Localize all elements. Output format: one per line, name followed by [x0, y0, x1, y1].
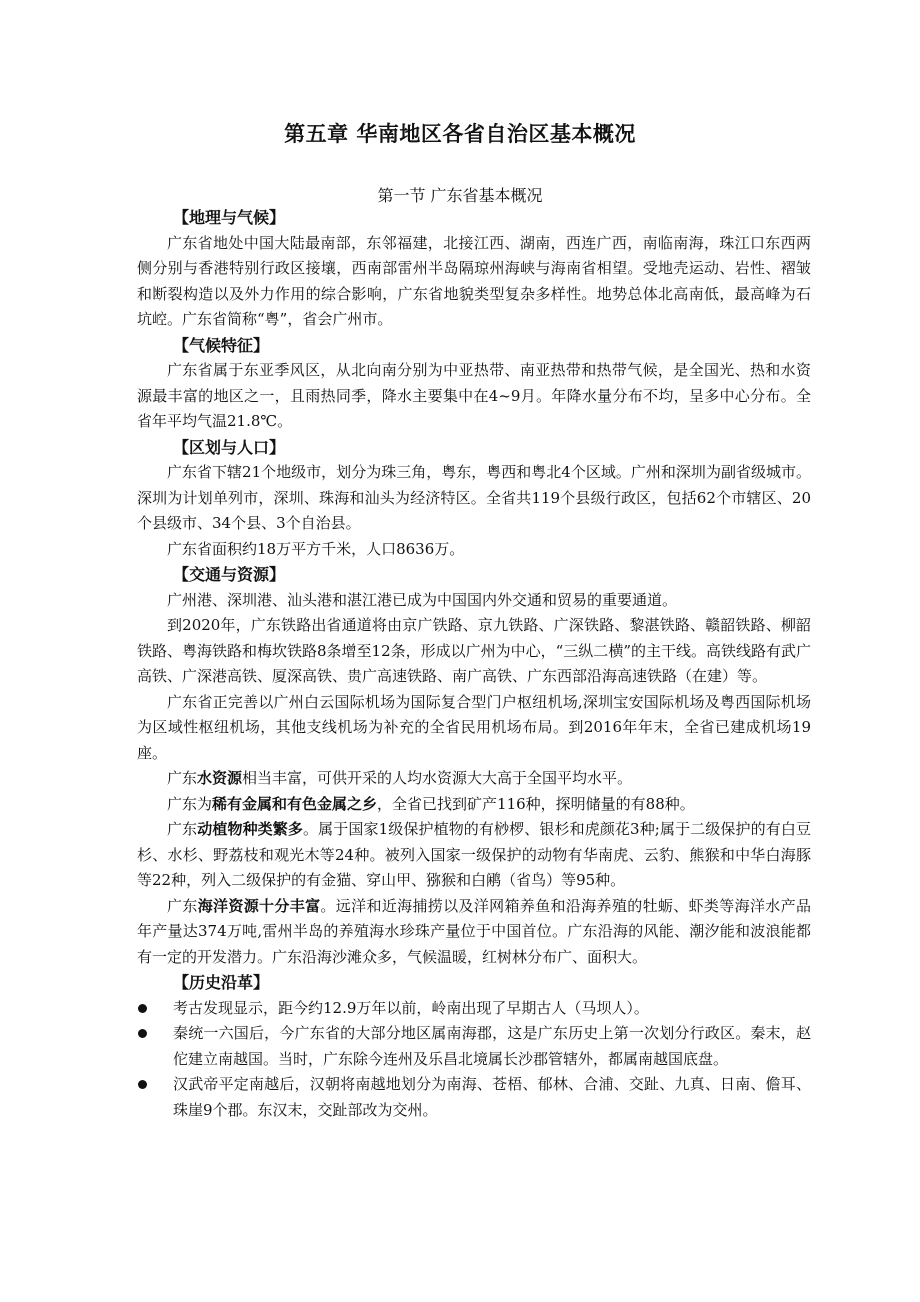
- paragraph-railways: 到2020年，广东铁路出省通道将由京广铁路、京九铁路、广深铁路、黎湛铁路、赣韶铁路、柳韶铁路、粤海铁路和梅坎铁路8条增至12条，形成以广州为中心，“三纵二横”的主干线。高铁线路有武广高铁、广深港高铁、厦深高铁、贵广高速铁路、南广高铁、广东西部沿海高速铁路（在建）等。: [137, 616, 811, 685]
- paragraph-water-resources: 广东水资源相当丰富，可供开采的人均水资源大大高于全国平均水平。: [167, 769, 633, 787]
- chapter-title: 第五章 华南地区各省自治区基本概况: [284, 121, 636, 146]
- emphasis-flora-fauna: 动植物种类繁多: [197, 820, 304, 838]
- list-item: 考古发现显示，距今约12.9万年以前，岭南出现了早期古人（马坝人）。: [137, 996, 811, 1022]
- heading-division-population: 【区划与人口】: [173, 437, 286, 457]
- paragraph-marine-resources: 广东海洋资源十分丰富。远洋和近海捕捞以及洋网箱养鱼和沿海养殖的牡蛎、虾类等海洋水产品年产量达374万吨,雷州半岛的养殖海水珍珠产量位于中国首位。广东沿海的风能、潮汐能和波浪能都有一定的开发潜力。广东沿海沙滩众多，气候温暖，红树林分布广、面积大。: [137, 896, 811, 966]
- heading-history: 【历史沿革】: [173, 973, 270, 992]
- history-list: [137, 996, 811, 1124]
- section-title: 第一节 广东省基本概况: [377, 186, 543, 205]
- paragraph-geography: 广东省地处中国大陆最南部，东邻福建，北接江西、湖南，西连广西，南临南海，珠江口东西两侧分别与香港特别行政区接壤，西南部雷州半岛隔琼州海峡与海南省相望。受地壳运动、岩性、褶皱和断裂构造以及外力作用的综合影响，广东省地貌类型复杂多样性。地势总体北高南低，最高峰为石坑崆。广东省简称“粤”，省会广州市。: [137, 233, 811, 328]
- paragraph-airports: 广东省正完善以广州白云国际机场为国际复合型门户枢纽机场,深圳宝安国际机场及粤西国际机场为区域性枢纽机场，其他支线机场为补充的全省民用机场布局。到2016年年末，全省已建成机场19座。: [137, 692, 811, 762]
- paragraph-flora-fauna: 广东动植物种类繁多。属于国家1级保护植物的有桫椤、银杉和虎颜花3种;属于二级保护的有白豆杉、水杉、野荔枝和观光木等24种。被列入国家一级保护的动物有华南虎、云豹、熊猴和中华白海豚等22种，列入二级保护的有金猫、穿山甲、猕猴和白鹇（省鸟）等95种。: [137, 820, 811, 889]
- bullet-icon: [138, 1080, 147, 1089]
- heading-geography: 【地理与气候】: [173, 208, 286, 227]
- emphasis-marine-resources: 海洋资源十分丰富: [197, 896, 321, 915]
- paragraph-minerals: 广东为稀有金属和有色金属之乡，全省已找到矿产116种，探明储量的有88种。: [167, 794, 695, 813]
- heading-climate: 【气候特征】: [173, 335, 270, 355]
- list-item: 汉武帝平定南越后，汉朝将南越地划分为南海、苍梧、郁林、合浦、交趾、九真、日南、儋耳、珠崖9个郡。东汉末，交趾部改为交州。: [137, 1072, 811, 1123]
- bullet-icon: [138, 1004, 147, 1013]
- document-body: [137, 205, 811, 1123]
- bullet-icon: [138, 1029, 147, 1038]
- paragraph-ports: 广州港、深圳港、汕头港和湛江港已成为中国国内外交通和贸易的重要通道。: [167, 590, 678, 609]
- heading-transport-resources: 【交通与资源】: [173, 565, 286, 584]
- paragraph-population: 广东省面积约18万平方千米，人口8636万。: [167, 539, 465, 558]
- paragraph-division: 广东省下辖21个地级市，划分为珠三角，粤东，粤西和粤北4个区域。广州和深圳为副省级城市。深圳为计划单列市，深圳、珠海和汕头为经济特区。全省共119个县级行政区，包括62个市辖区、20个县级市、34个县、3个自治县。: [137, 463, 811, 532]
- list-item: 秦统一六国后，今广东省的大部分地区属南海郡，这是广东历史上第一次划分行政区。秦末，赵佗建立南越国。当时，广东除今连州及乐昌北境属长沙郡管辖外，都属南越国底盘。: [137, 1021, 811, 1072]
- emphasis-minerals: 稀有金属和有色金属之乡: [212, 794, 378, 813]
- paragraph-climate: 广东省属于东亚季风区，从北向南分别为中亚热带、南亚热带和热带气候，是全国光、热和水资源最丰富的地区之一，且雨热同季，降水主要集中在4~9月。年降水量分布不均，呈多中心分布。全省年平均气温21.8℃。: [137, 361, 811, 430]
- emphasis-water-resources: 水资源: [197, 769, 243, 787]
